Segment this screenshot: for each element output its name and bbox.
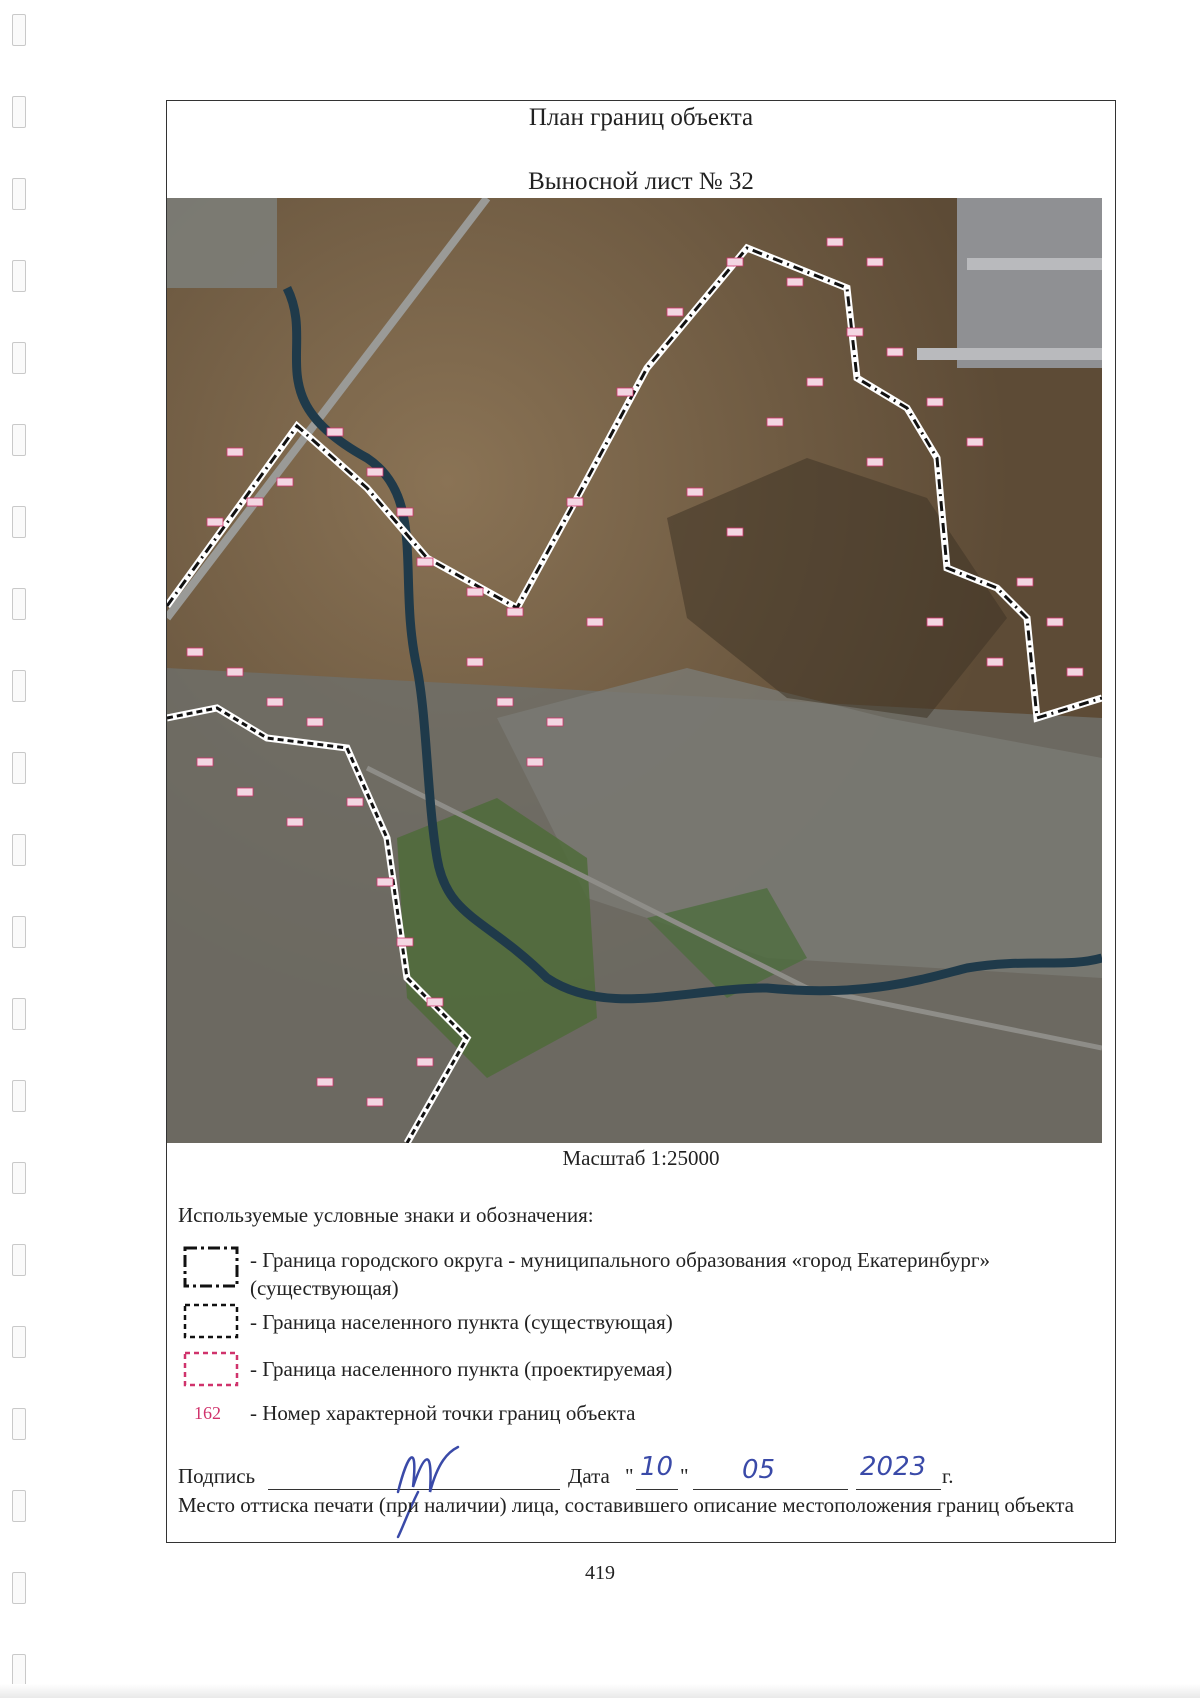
legend-item-settlement-existing: - Граница населенного пункта (существующая) bbox=[250, 1310, 673, 1334]
point-label-marker bbox=[187, 648, 203, 656]
point-label-marker bbox=[667, 308, 683, 316]
binding-hole bbox=[12, 178, 26, 210]
legend-item-settlement-projected: - Граница населенного пункта (проектируемая) bbox=[250, 1357, 673, 1381]
point-label-marker bbox=[547, 718, 563, 726]
stamp-place-text: Место оттиска печати (при наличии) лица, составившего описание местоположения границ объекта bbox=[178, 1493, 1074, 1517]
satellite-map bbox=[167, 198, 1102, 1143]
binding-hole bbox=[12, 834, 26, 866]
point-label-marker bbox=[427, 998, 443, 1006]
binding-hole bbox=[12, 14, 26, 46]
point-label-marker bbox=[767, 418, 783, 426]
point-label-marker bbox=[207, 518, 223, 526]
binding-holes bbox=[8, 0, 34, 1698]
binding-hole bbox=[12, 998, 26, 1030]
point-label-marker bbox=[467, 658, 483, 666]
binding-hole bbox=[12, 588, 26, 620]
point-label-marker bbox=[247, 498, 263, 506]
date-day-underline bbox=[636, 1489, 678, 1490]
point-label-marker bbox=[1047, 618, 1063, 626]
airport bbox=[957, 198, 1102, 368]
point-label-marker bbox=[507, 608, 523, 616]
point-label-marker bbox=[197, 758, 213, 766]
point-label-marker bbox=[727, 528, 743, 536]
binding-hole bbox=[12, 670, 26, 702]
point-label-marker bbox=[1067, 668, 1083, 676]
date-month-underline bbox=[693, 1489, 848, 1490]
binding-hole bbox=[12, 1326, 26, 1358]
binding-hole bbox=[12, 1080, 26, 1112]
point-label-marker bbox=[567, 498, 583, 506]
point-label-marker bbox=[497, 698, 513, 706]
binding-hole bbox=[12, 1408, 26, 1440]
date-day: 10 bbox=[640, 1452, 674, 1482]
point-label-marker bbox=[277, 478, 293, 486]
legend-title: Используемые условные знаки и обозначения: bbox=[178, 1203, 594, 1227]
legend-point-number-sample: 162 bbox=[194, 1403, 221, 1423]
point-label-marker bbox=[227, 448, 243, 456]
point-label-marker bbox=[317, 1078, 333, 1086]
point-label-marker bbox=[327, 428, 343, 436]
point-label-marker bbox=[727, 258, 743, 266]
point-label-marker bbox=[397, 938, 413, 946]
date-label: Дата bbox=[568, 1464, 610, 1488]
point-label-marker bbox=[397, 508, 413, 516]
point-label-marker bbox=[227, 668, 243, 676]
point-label-marker bbox=[377, 878, 393, 886]
point-label-marker bbox=[927, 398, 943, 406]
runway-2 bbox=[917, 348, 1102, 360]
point-label-marker bbox=[587, 618, 603, 626]
point-label-marker bbox=[467, 588, 483, 596]
point-label-marker bbox=[367, 1098, 383, 1106]
binding-hole bbox=[12, 1490, 26, 1522]
legend-item-point-number: - Номер характерной точки границ объекта bbox=[250, 1401, 636, 1425]
date-year-underline bbox=[856, 1489, 941, 1490]
page-number: 419 bbox=[585, 1562, 615, 1584]
date-quote-close: " bbox=[680, 1464, 689, 1488]
signature-label: Подпись bbox=[178, 1464, 256, 1488]
point-label-marker bbox=[787, 278, 803, 286]
legend-item-municipal-boundary: - Граница городского округа - муниципального образования «город Екатеринбург» (существующая) bbox=[250, 1248, 991, 1300]
point-label-marker bbox=[847, 328, 863, 336]
point-label-marker bbox=[827, 238, 843, 246]
binding-hole bbox=[12, 752, 26, 784]
binding-hole bbox=[12, 96, 26, 128]
binding-hole bbox=[12, 916, 26, 948]
point-label-marker bbox=[1017, 578, 1033, 586]
point-label-marker bbox=[617, 388, 633, 396]
binding-hole bbox=[12, 1244, 26, 1276]
point-label-marker bbox=[307, 718, 323, 726]
binding-hole bbox=[12, 1162, 26, 1194]
handwritten-signature bbox=[378, 1432, 478, 1542]
point-label-marker bbox=[927, 618, 943, 626]
point-label-marker bbox=[527, 758, 543, 766]
point-label-marker bbox=[287, 818, 303, 826]
map-scale: Масштаб 1:25000 bbox=[562, 1146, 720, 1170]
point-label-marker bbox=[887, 348, 903, 356]
point-label-marker bbox=[367, 468, 383, 476]
legend-settlement-existing-symbol bbox=[182, 1302, 242, 1342]
legend-municipal-boundary-symbol bbox=[182, 1245, 242, 1291]
point-label-marker bbox=[867, 458, 883, 466]
industrial-area bbox=[167, 198, 277, 288]
legend-settlement-projected-symbol bbox=[182, 1350, 242, 1390]
point-label-marker bbox=[987, 658, 1003, 666]
point-label-marker bbox=[807, 378, 823, 386]
runway-1 bbox=[967, 258, 1102, 270]
year-suffix: г. bbox=[942, 1464, 954, 1488]
binding-hole bbox=[12, 424, 26, 456]
point-label-marker bbox=[687, 488, 703, 496]
document-title: План границ объекта bbox=[528, 104, 754, 131]
point-label-marker bbox=[267, 698, 283, 706]
sheet-number: Выносной лист № 32 bbox=[528, 168, 754, 195]
date-month: 05 bbox=[742, 1455, 776, 1485]
point-label-marker bbox=[237, 788, 253, 796]
binding-hole bbox=[12, 342, 26, 374]
binding-hole bbox=[12, 506, 26, 538]
date-year: 2023 bbox=[860, 1452, 927, 1482]
point-label-marker bbox=[417, 558, 433, 566]
point-label-marker bbox=[967, 438, 983, 446]
scan-edge-shadow bbox=[0, 1684, 1200, 1698]
date-quote-open: " bbox=[625, 1464, 634, 1488]
point-label-marker bbox=[867, 258, 883, 266]
point-label-marker bbox=[417, 1058, 433, 1066]
point-label-marker bbox=[347, 798, 363, 806]
binding-hole bbox=[12, 1654, 26, 1686]
binding-hole bbox=[12, 260, 26, 292]
